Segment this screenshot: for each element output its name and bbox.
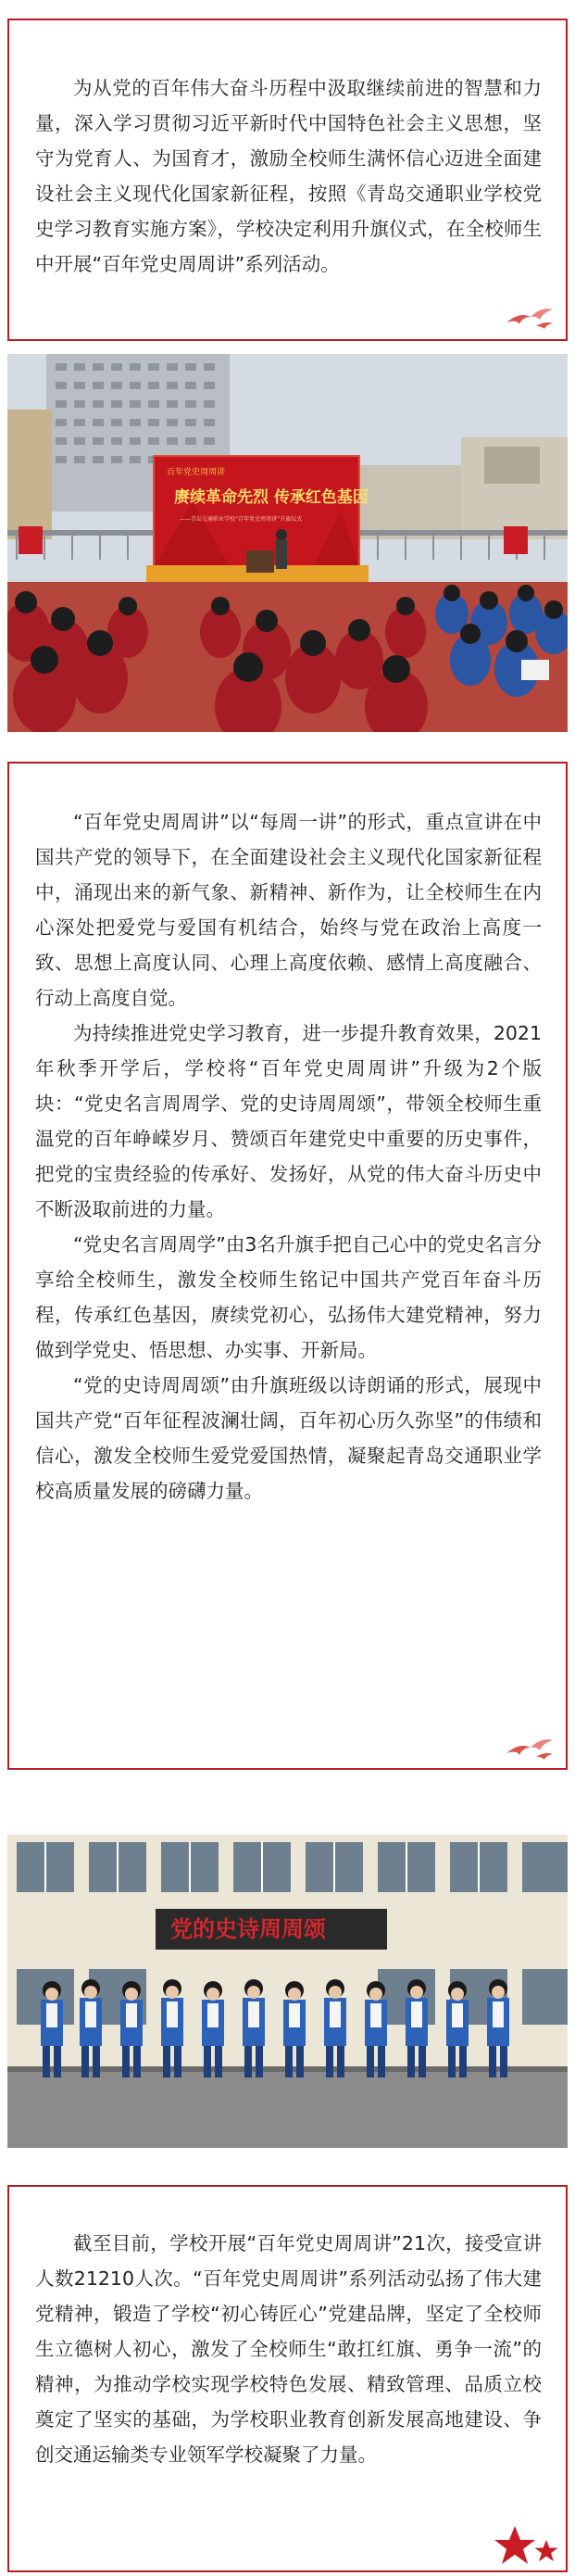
swallows-icon: [503, 304, 556, 332]
recital-photo: [7, 1835, 568, 2148]
content-paragraph-1: “百年党史周周讲”以“每周一讲”的形式，重点宣讲在中国共产党的领导下，在全面建设社会主义现代化国家新征程中，涌现出来的新气象、新精神、新作为，让全校师生在内心深处把爱党与爱国有机结合，始终与党在政治上高度一致、思想上高度认同、心理上高度依赖、感情上高度融合、行动上高度自觉。: [35, 811, 542, 1009]
intro-text-box: [7, 19, 568, 341]
content-text-box: [7, 762, 568, 1770]
ceremony-scene: [7, 354, 568, 732]
recital-banner-text: 党的史诗周周颂: [170, 1916, 326, 1942]
intro-paragraph: 为从党的百年伟大奋斗历程中汲取继续前进的智慧和力量，深入学习贯彻习近平新时代中国特色社会主义思想，坚守为党育人、为国育才，激励全校师生满怀信心迈进全面建设社会主义现代化国家新征程，按照《青岛交通职业学校党史学习教育实施方案》，学校决定利用升旗仪式，在全校师生中开展“百年党史周周讲”系列活动。: [35, 77, 542, 275]
banner-small-text: 百年党史周周讲: [167, 468, 226, 477]
swallows-icon: [503, 1735, 556, 1762]
summary-text-box: [7, 2185, 568, 2572]
recital-scene: [7, 1835, 568, 2148]
banner-sub-text: ——青岛交通职业学校“百年党史周周讲”升旗仪式: [180, 516, 303, 523]
content-paragraph-2: 为持续推进党史学习教育，进一步提升教育效果，2021年秋季开学后，学校将“百年党史周周讲”升级为2个版块：“党史名言周周学、党的史诗周周颂”，带领全校师生重温党的百年峥嵘岁月、赞颂百年建党史中重要的历史事件，把党的宝贵经验的传承好、发扬好，从党的伟大奋斗历史中不断汲取前进的力量。: [35, 1022, 542, 1220]
ceremony-photo: [7, 354, 568, 732]
star-icon: [494, 2524, 536, 2567]
banner-main-text: 赓续革命先烈 传承红色基因: [174, 488, 369, 507]
content-paragraph-3: “党史名言周周学”由3名升旗手把自己心中的党史名言分享给全校师生，激发全校师生铭记中国共产党百年奋斗历程，传承红色基因，赓续党初心，弘扬伟大建党精神，努力做到学党史、悟思想、办实事、开新局。: [35, 1233, 542, 1361]
star-icon: [534, 2539, 558, 2563]
content-paragraph-4: “党的史诗周周颂”由升旗班级以诗朗诵的形式，展现中国共产党“百年征程波澜壮阔，百年初心历久弥坚”的伟绩和信心，激发全校师生爱党爱国热情，凝聚起青岛交通职业学校高质量发展的磅礴力量。: [35, 1374, 542, 1502]
summary-paragraph: 截至目前，学校开展“百年党史周周讲”21次，接受宣讲人数21210人次。“百年党史周周讲”系列活动弘扬了伟大建党精神，锻造了学校“初心铸匠心”党建品牌，坚定了全校师生立德树人初心，激发了全校师生“敢扛红旗、勇争一流”的精神，为推动学校实现学校特色发展、精致管理、品质立校奠定了坚实的基础，为学校职业教育创新发展高地建设、争创交通运输类专业领军学校凝聚了力量。: [35, 2232, 542, 2466]
